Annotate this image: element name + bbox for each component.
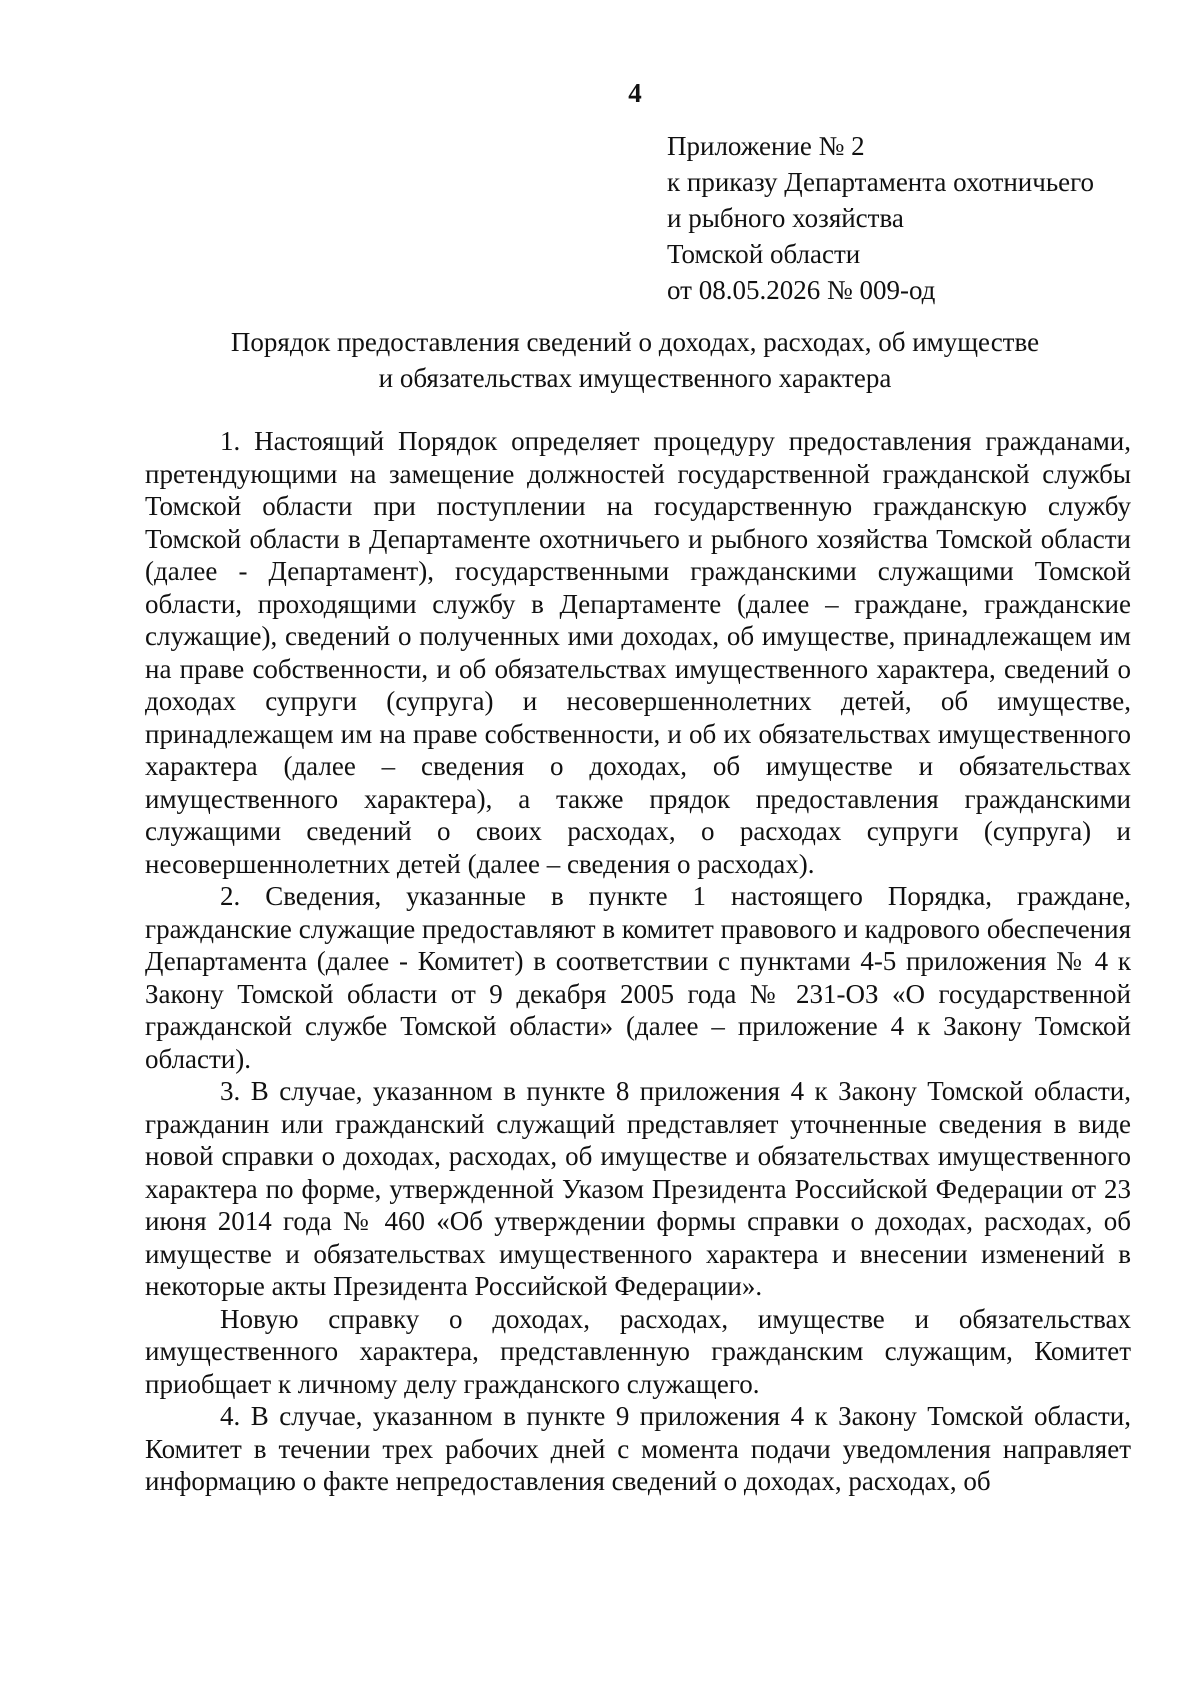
- appendix-line: Томской области: [667, 239, 861, 269]
- document-title: [140, 324, 1130, 396]
- page-number: 4: [628, 78, 642, 108]
- paragraph-1: 1. Настоящий Порядок определяет процедуру предоставления гражданами, претендующими на замещение должностей государственной гражданской службы Томской области при поступлении на государственную гражданскую службу Томской области в Департаменте охотничьего и рыбного хозяйства Томской области (далее - Департамент), государственными гражданскими служащими Томской области, проходящими службу в Департаменте (далее – граждане, гражданские служащие), сведений о полученных ими доходах, об имуществе, принадлежащем им на праве собственности, и об обязательствах имущественного характера, сведений о доходах супруги (супруга) и несовершеннолетних детей, об имуществе, принадлежащем им на праве собственности, и об их обязательствах имущественного характера (далее – сведения о доходах, об имуществе и обязательствах имущественного характера), а также прядок предоставления гражданскими служащими сведений о своих расходах, о расходах супруги (супруга) и несовершеннолетних детей (далее – сведения о расходах).: [145, 426, 1131, 879]
- appendix-line: к приказу Департамента охотничьего: [667, 167, 1095, 197]
- paragraph-4: 4. В случае, указанном в пункте 9 приложения 4 к Закону Томской области, Комитет в течении трех рабочих дней с момента подачи уведомления направляет информацию о факте непредоставления сведений о доходах, расходах, об: [145, 1401, 1131, 1496]
- paragraph-3-continuation: Новую справку о доходах, расходах, имуществе и обязательствах имущественного характера, представленную гражданским служащим, Комитет приобщает к личному делу гражданского служащего.: [145, 1303, 1131, 1399]
- paragraph-2: 2. Сведения, указанные в пункте 1 настоящего Порядка, граждане, гражданские служащие предоставляют в комитет правового и кадрового обеспечения Департамента (далее - Комитет) в соответствии с пунктами 4-5 приложения № 4 к Закону Томской области от 9 декабря 2005 года № 231-ОЗ «О государственной гражданской службе Томской области» (далее – приложение 4 к Закону Томской области).: [145, 881, 1131, 1074]
- appendix-line: от 08.05.2026 № 009-од: [667, 275, 936, 305]
- appendix-header: [667, 128, 1094, 308]
- appendix-line: и рыбного хозяйства: [667, 203, 904, 233]
- title-line: Порядок предоставления сведений о доходах, расходах, об имуществе: [230, 327, 1040, 357]
- paragraph-3: 3. В случае, указанном в пункте 8 приложения 4 к Закону Томской области, гражданин или гражданский служащий представляет уточненные сведения в виде новой справки о доходах, расходах, об имуществе и обязательствах имущественного характера по форме, утвержденной Указом Президента Российской Федерации от 23 июня 2014 года № 460 «Об утверждении формы справки о доходах, расходах, об имуществе и обязательствах имущественного характера и внесении изменений в некоторые акты Президента Российской Федерации».: [145, 1076, 1131, 1301]
- document-body: [145, 425, 1131, 1498]
- title-line: и обязательствах имущественного характера: [378, 363, 892, 393]
- appendix-line: Приложение № 2: [667, 131, 865, 161]
